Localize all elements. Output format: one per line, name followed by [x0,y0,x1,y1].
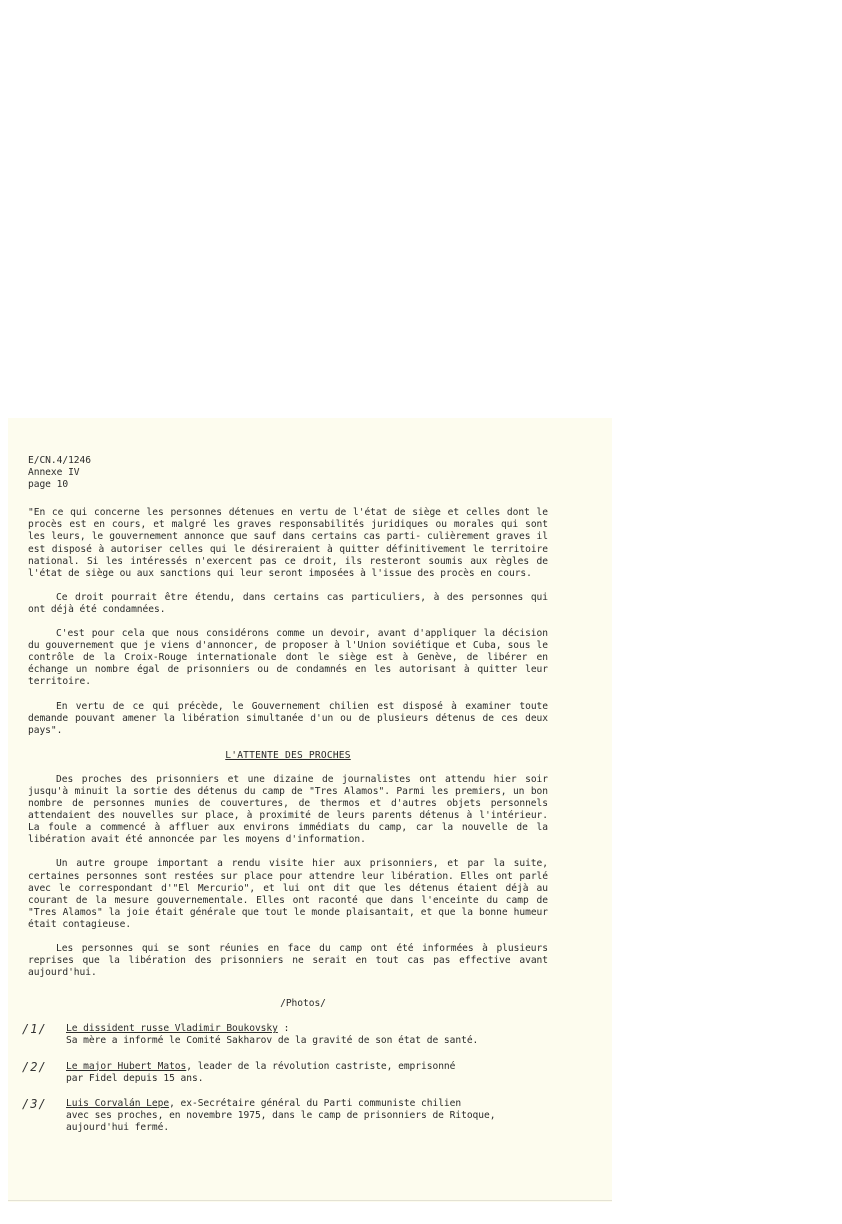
photo-caption-line2: avec ses proches, en novembre 1975, dans le camp de prisonniers de Ritoque, aujourd'hui fermé. [66,1109,496,1133]
page-number: page 10 [28,479,69,491]
paragraph-4: En vertu de ce qui précède, le Gouvernement chilien est disposé à examiner toute demande pouvant amener la libération simultanée d'un ou de plusieurs détenus de ces deux pays". [28,700,548,736]
document-body [22,455,548,1134]
photo-caption-1 [22,1022,548,1047]
photos-heading: /Photos/ [280,998,326,1010]
section-heading [28,750,548,762]
photo-number: /1/ [22,1022,47,1037]
photo-caption-line2: par Fidel depuis 15 ans. [66,1072,204,1084]
paragraph-2: Ce droit pourrait être étendu, dans certains cas particuliers, à des personnes qui ont déjà été condamnées. [28,591,548,615]
photo-subject: Le major Hubert Matos [66,1060,187,1072]
document-symbol: E/CN.4/1246 [28,455,91,466]
photo-caption-text [66,1023,548,1047]
photo-caption-line2: Sa mère a informé le Comité Sakharov de la gravité de son état de santé. [66,1035,479,1047]
photo-caption-text [66,1061,548,1085]
photo-number: /2/ [22,1059,47,1074]
photo-caption-3 [22,1096,548,1134]
photo-caption-rest: , ex-Secrétaire général du Parti communiste chilien [169,1097,462,1109]
paragraph-5: Des proches des prisonniers et une dizaine de journalistes ont attendu hier soir jusqu'à minuit la sortie des détenus du camp de "Tres Alamos". Parmi les premiers, un bon nombre de personnes munies de couvertures, de thermos et d'autres objets personnels attendaient des nouvelles sur place, à proximité de leurs parents détenus à l'intérieur. La foule a commencé à affluer aux environs immédiats du camp, car la nouvelle de la libération avait été annoncée par les moyens d'information. [28,773,548,846]
document-reference [28,455,548,491]
section-heading-text: L'ATTENTE DES PROCHES [225,749,351,761]
photo-subject: Le dissident russe Vladimir Boukovsky [66,1023,278,1035]
paragraph-7: Les personnes qui se sont réunies en face du camp ont été informées à plusieurs reprises que la libération des prisonniers ne serait en tout cas pas effective avant aujourd'hui. [28,943,548,979]
photo-caption-rest: , leader de la révolution castriste, emprisonné [186,1060,456,1072]
page-bottom-edge [8,1200,612,1201]
photo-subject: Luis Corvalán Lepe [66,1097,170,1109]
annex-label: Annexe IV [28,467,80,479]
photo-number: /3/ [22,1096,47,1111]
photo-caption-rest: : [277,1023,290,1035]
photo-caption-text [66,1098,548,1134]
paragraph-6: Un autre groupe important a rendu visite hier aux prisonniers, et par la suite, certaines personnes sont restées sur place pour attendre leur libération. Elles ont parlé avec le correspondant d'"El Mercurio", et lui ont dit que les détenus étaient déjà au courant de la mesure gouvernementale. Elles ont raconté que dans l'enceinte du camp de "Tres Alamos" la joie était générale que tout le monde plaisantait, et que la bonne humeur était contagieuse. [28,858,548,930]
paragraph-1: "En ce qui concerne les personnes détenues en vertu de l'état de siège et celles dont le procès est en cours, et malgré les graves responsabilités juridiques ou morales qui sont les leurs, le gouvernement annonce que sauf dans certains cas parti- culièrement graves il est disposé à autoriser celles qui le désireraient à quitter définitivement le territoire national. Si les intéressés n'exercent pas ce droit, ils resteront soumis aux règles de l'état de siège ou aux sanctions qui leur seront imposées à l'issue des procès en cours. [28,507,548,579]
photo-caption-2 [22,1059,548,1085]
paragraph-3: C'est pour cela que nous considérons comme un devoir, avant d'appliquer la décision du gouvernement que je viens d'annoncer, de proposer à l'Union soviétique et Cuba, sous le contrôle de la Croix-Rouge internationale dont le siège est à Genève, de libérer en échange un nombre égal de prisonniers ou de condamnés en les autorisant à quitter leur territoire. [28,628,548,688]
